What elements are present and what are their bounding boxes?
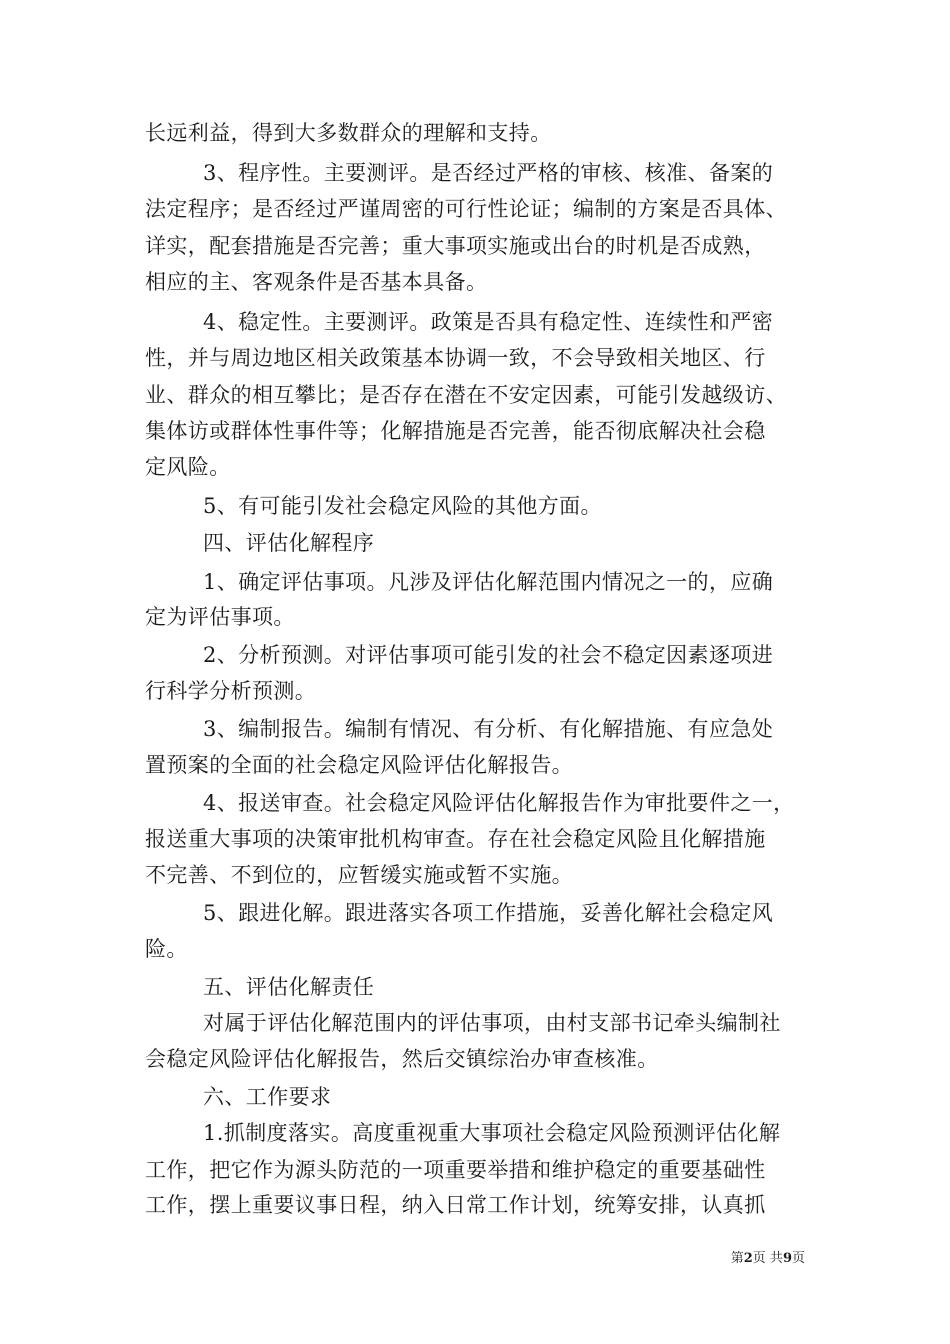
text-line: 对属于评估化解范围内的评估事项，由村支部书记牵头编制社 [203,1011,781,1035]
text-line: 长远利益，得到大多数群众的理解和支持。 [145,121,552,145]
text-line: 1.抓制度落实。高度重视重大事项社会稳定风险预测评估化解 [203,1121,781,1145]
text-line: 险。 [145,937,188,961]
page-footer [731,1247,805,1266]
footer-total-pages: 9 [782,1251,792,1266]
text-line: 5、跟进化解。跟进落实各项工作措施，妥善化解社会稳定风 [203,901,774,925]
text-line: 性，并与周边地区相关政策基本协调一致，不会导致相关地区、行 [145,346,766,370]
text-line: 定为评估事项。 [145,605,295,629]
text-line: 法定程序；是否经过严谨周密的可行性论证；编制的方案是否具体、 [145,197,787,221]
text-line: 相应的主、客观条件是否基本具备。 [145,270,488,294]
text-line: 报送重大事项的决策审批机构审查。存在社会稳定风险且化解措施 [145,827,766,851]
text-line: 3、程序性。主要测评。是否经过严格的审核、核准、备案的 [203,161,774,185]
text-line: 工作，摆上重要议事日程，纳入日常工作计划，统筹安排，认真抓 [145,1193,766,1217]
text-line: 集体访或群体性事件等；化解措施是否完善，能否彻底解决社会稳 [145,419,766,443]
footer-prefix: 第 [730,1251,744,1266]
text-line: 行科学分析预测。 [145,679,317,703]
text-line: 2、分析预测。对评估事项可能引发的社会不稳定因素逐项进 [203,643,774,667]
footer-middle: 页 共 [752,1251,783,1266]
text-line: 3、编制报告。编制有情况、有分析、有化解措施、有应急处 [203,717,774,741]
text-line: 工作，把它作为源头防范的一项重要举措和维护稳定的重要基础性 [145,1158,766,1182]
section-heading: 五、评估化解责任 [203,975,375,999]
text-line: 4、稳定性。主要测评。政策是否具有稳定性、连续性和严密 [203,310,774,334]
footer-suffix: 页 [791,1251,805,1266]
text-line: 5、有可能引发社会稳定风险的其他方面。 [203,494,602,518]
text-line: 不完善、不到位的，应暂缓实施或暂不实施。 [145,863,573,887]
text-line: 1、确定评估事项。凡涉及评估化解范围内情况之一的，应确 [203,570,774,594]
text-line: 业、群众的相互攀比；是否存在潜在不安定因素，可能引发越级访、 [145,383,787,407]
text-line: 置预案的全面的社会稳定风险评估化解报告。 [145,753,573,777]
footer-current-page: 2 [743,1251,753,1266]
section-heading: 六、工作要求 [203,1085,332,1109]
section-heading: 四、评估化解程序 [203,531,375,555]
text-line: 定风险。 [145,455,231,479]
text-line: 详实，配套措施是否完善；重大事项实施或出台的时机是否成熟， [145,234,766,258]
text-line: 会稳定风险评估化解报告，然后交镇综治办审查核准。 [145,1047,659,1071]
text-line: 4、报送审查。社会稳定风险评估化解报告作为审批要件之一， [203,791,795,815]
